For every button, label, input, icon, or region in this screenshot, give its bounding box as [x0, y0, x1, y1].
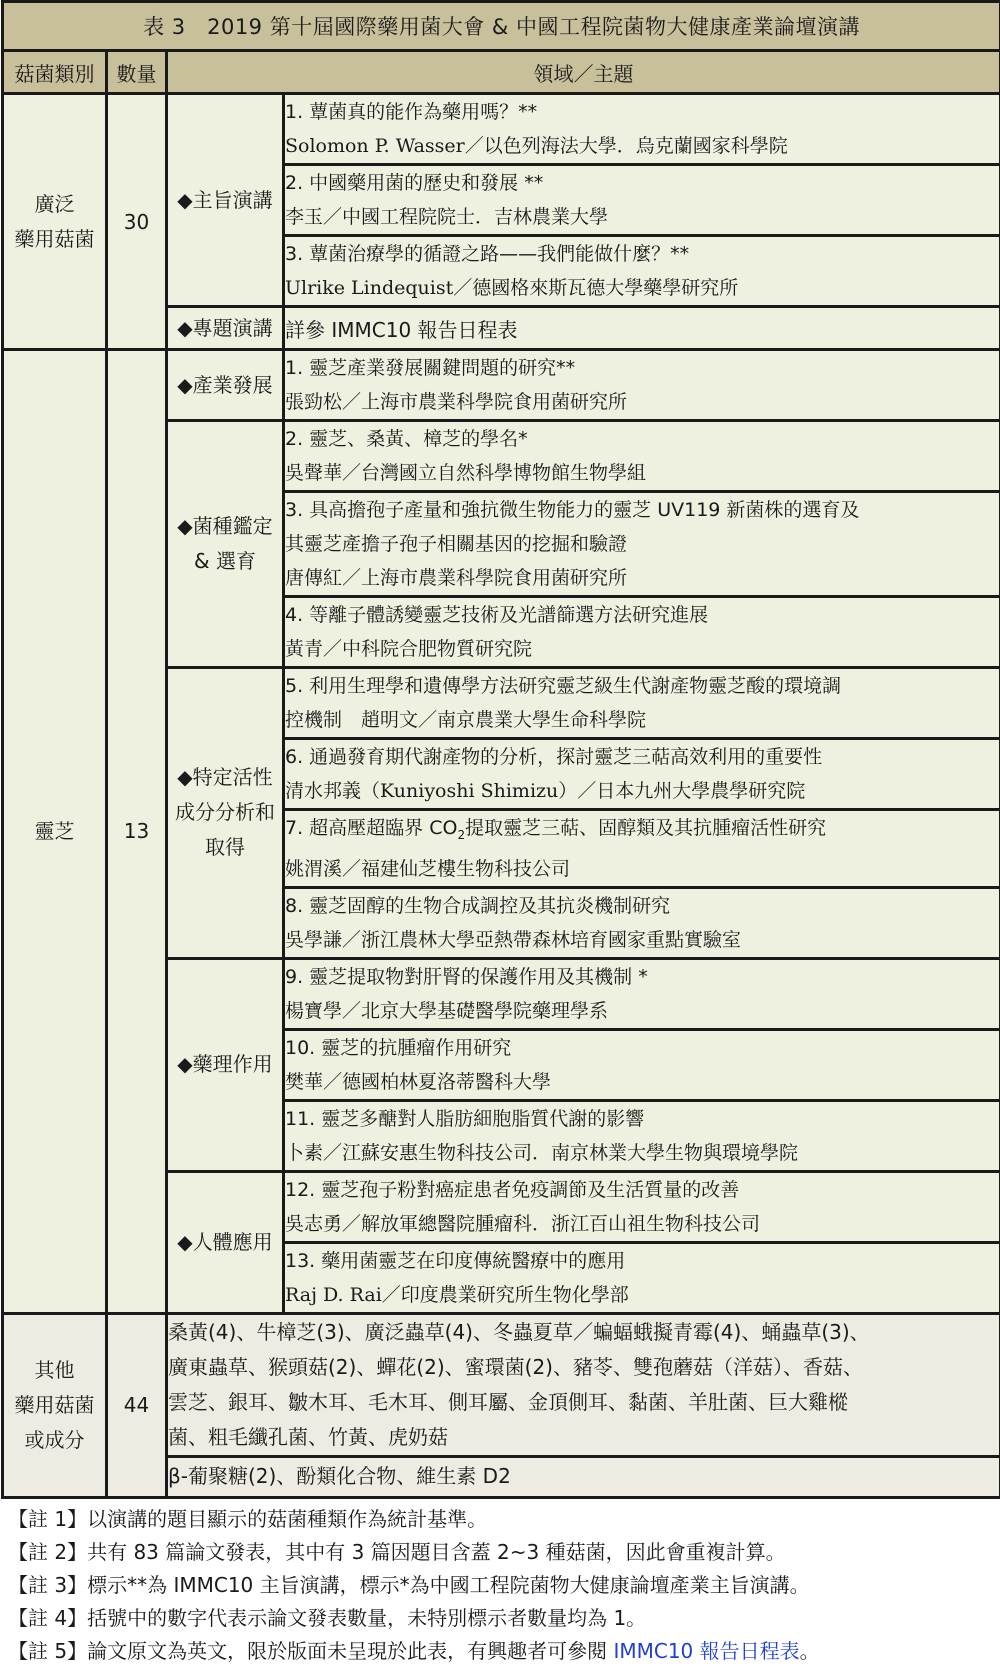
talk-item — [284, 887, 1000, 958]
area-label-line: 成分分析和 — [175, 800, 275, 825]
talk-item — [284, 165, 1000, 236]
talk-author: 姚渭溪／福建仙芝樓生物科技公司 — [285, 857, 571, 880]
talk-title: 6. 通過發育期代謝產物的分析，探討靈芝三萜高效利用的重要性 — [285, 746, 823, 768]
talk-item — [284, 1100, 1000, 1171]
header-count: 數量 — [107, 51, 167, 94]
header-category: 菇菌類別 — [3, 51, 107, 94]
talk-title: 3. 蕈菌治療學的循證之路——我們能做什麼？** — [285, 243, 690, 265]
footnotes — [0, 1503, 1000, 1668]
talk-item — [284, 668, 1000, 739]
talk-item — [284, 958, 1000, 1029]
talk-title-part: 提取靈芝三萜、固醇類及其抗腫瘤活性研究 — [465, 817, 827, 839]
subscript: 2 — [457, 827, 466, 842]
table-row — [3, 1313, 1000, 1456]
talk-title: 8. 靈芝固醇的生物合成調控及其抗炎機制研究 — [285, 894, 671, 917]
talk-author: 吳聲華／台灣國立自然科學博物館生物學組 — [285, 462, 647, 484]
footnote: 【註 3】標示**為 IMMC10 主旨演講，標示*為中國工程院菌物大健康論壇產業主旨演講。 — [8, 1572, 810, 1597]
talk-title: 12. 靈芝孢子粉對癌症患者免疫調節及生活質量的改善 — [285, 1178, 740, 1201]
category-cell — [3, 94, 107, 350]
talk-author: 唐傳紅／上海市農業科學院食用菌研究所 — [285, 567, 628, 589]
talk-item — [284, 1029, 1000, 1100]
category-line: 藥用菇菌 — [14, 226, 95, 251]
talk-title: 2. 中國藥用菌的歷史和發展 ** — [285, 172, 544, 194]
talk-title: 11. 靈芝多醣對人脂肪細胞脂質代謝的影響 — [285, 1107, 645, 1130]
area-label — [167, 421, 284, 668]
table-row — [3, 94, 1000, 165]
talk-item — [284, 492, 1000, 597]
count-cell: 44 — [107, 1313, 167, 1497]
area-label: ◆藥理作用 — [167, 958, 284, 1171]
talk-item — [284, 350, 1000, 421]
talk-item — [284, 810, 1000, 888]
header-topic: 領域／主題 — [167, 51, 1000, 94]
footnote — [8, 1635, 1000, 1668]
area-label-line: & 選育 — [194, 549, 256, 573]
footnote-text: 【註 5】論文原文為英文，限於版面未呈現於此表，有興趣者可參閱 — [8, 1638, 614, 1663]
table-title: 表 3 2019 第十屆國際藥用菌大會 & 中國工程院菌物大健康產業論壇演講 — [3, 2, 1000, 51]
talk-title — [285, 811, 999, 852]
talk-author: Ulrike Lindequist／德國格來斯瓦德大學藥學研究所 — [285, 277, 739, 299]
area-label: ◆人體應用 — [167, 1171, 284, 1313]
talk-item — [284, 1171, 1000, 1242]
talk-item — [284, 94, 1000, 165]
mushroom-line: 菌、粗毛纖孔菌、竹黃、虎奶菇 — [168, 1424, 448, 1449]
footnote: 【註 2】共有 83 篇論文發表，其中有 3 篇因題目含蓋 2~3 種菇菌，因此會重複計算。 — [8, 1539, 786, 1564]
talk-title: 1. 靈芝產業發展關鍵問題的研究** — [285, 357, 576, 379]
talk-author: Raj D. Rai／印度農業研究所生物化學部 — [285, 1283, 629, 1306]
schedule-link[interactable]: IMMC10 報告日程表 — [613, 1638, 800, 1663]
talk-title: 9. 靈芝提取物對肝腎的保護作用及其機制 * — [285, 965, 648, 988]
area-label: ◆主旨演講 — [167, 94, 284, 307]
talk-author: 吳學謙／浙江農林大學亞熱帶森林培育國家重點實驗室 — [285, 928, 742, 951]
talk-title: 5. 利用生理學和遺傳學方法研究靈芝級生代謝產物靈芝酸的環境調 — [285, 675, 842, 697]
mushroom-line: 桑黃(4)、牛樟芝(3)、廣泛蟲草(4)、冬蟲夏草／蝙蝠蛾擬青霉(4)、蛹蟲草(3)、 — [168, 1319, 870, 1344]
talk-item — [284, 1242, 1000, 1313]
category-line: 藥用菇菌 — [14, 1392, 95, 1417]
talk-author: 吳志勇／解放軍總醫院腫瘤科．浙江百山祖生物科技公司 — [285, 1212, 761, 1235]
count-cell: 13 — [107, 350, 167, 1314]
talk-title: 4. 等離子體誘變靈芝技術及光譜篩選方法研究進展 — [285, 604, 709, 626]
compounds-list: β-葡聚糖(2)、酚類化合物、維生素 D2 — [167, 1456, 1000, 1497]
area-label-line: ◆菌種鑑定 — [177, 514, 273, 538]
footnote-text: 。 — [799, 1638, 820, 1663]
mushroom-line: 廣東蟲草、猴頭菇(2)、蟬花(2)、蜜環菌(2)、豬苓、雙孢蘑菇（洋菇）、香菇、 — [168, 1354, 863, 1379]
talk-author: 控機制 趙明文／南京農業大學生命科學院 — [285, 709, 647, 731]
talk-author: 張勁松／上海市農業科學院食用菌研究所 — [285, 391, 628, 413]
talk-title: 3. 具高擔孢子產量和強抗微生物能力的靈芝 UV119 新菌株的選育及 — [285, 499, 860, 521]
footnote: 【註 1】以演講的題目顯示的菇菌種類作為統計基準。 — [8, 1506, 488, 1531]
talk-author: 楊寶學／北京大學基礎醫學院藥理學系 — [285, 999, 609, 1022]
mushroom-line: 雲芝、銀耳、皺木耳、毛木耳、側耳屬、金頂側耳、黏菌、羊肚菌、巨大雞樅 — [168, 1389, 848, 1414]
count-cell: 30 — [107, 94, 167, 350]
talk-title-part: 7. 超高壓超臨界 CO — [285, 817, 458, 839]
table-row — [3, 350, 1000, 421]
area-label: ◆產業發展 — [167, 350, 284, 421]
talk-title: 1. 蕈菌真的能作為藥用嗎？** — [285, 101, 538, 123]
talk-author: Solomon P. Wasser／以色列海法大學．烏克蘭國家科學院 — [285, 135, 788, 157]
talk-item — [284, 597, 1000, 668]
talk-title: 2. 靈芝、桑黃、樟芝的學名* — [285, 428, 528, 450]
category-line: 靈芝 — [34, 818, 75, 843]
talk-title-cont: 其靈芝產擔子孢子相關基因的挖掘和驗證 — [285, 533, 628, 555]
talk-author: 李玉／中國工程院院士．吉林農業大學 — [285, 206, 609, 228]
talk-author: 卜素／江蘇安惠生物科技公司．南京林業大學生物與環境學院 — [285, 1141, 799, 1164]
area-label-line: ◆特定活性 — [177, 765, 273, 790]
lecture-table — [1, 0, 1000, 1499]
special-lecture-note: 詳參 IMMC10 報告日程表 — [284, 307, 1000, 350]
area-label-line: 取得 — [205, 835, 245, 860]
category-line: 其他 — [34, 1357, 75, 1382]
other-mushrooms-list — [167, 1313, 1000, 1456]
category-line: 廣泛 — [34, 191, 75, 216]
talk-title: 13. 藥用菌靈芝在印度傳統醫療中的應用 — [285, 1249, 626, 1272]
talk-author: 黃青／中科院合肥物質研究院 — [285, 638, 533, 660]
talk-item — [284, 421, 1000, 492]
talk-title: 10. 靈芝的抗腫瘤作用研究 — [285, 1036, 512, 1059]
footnote: 【註 4】括號中的數字代表示論文發表數量，未特別標示者數量均為 1。 — [8, 1605, 647, 1630]
talk-author: 清水邦義（Kuniyoshi Shimizu）／日本九州大學農學研究院 — [285, 780, 806, 802]
category-cell — [3, 350, 107, 1314]
category-cell — [3, 1313, 107, 1497]
category-line: 或成分 — [24, 1427, 85, 1452]
talk-item — [284, 236, 1000, 307]
talk-item — [284, 739, 1000, 810]
area-label — [167, 668, 284, 959]
area-label: ◆專題演講 — [167, 307, 284, 350]
talk-author: 樊華／德國柏林夏洛蒂醫科大學 — [285, 1070, 552, 1093]
